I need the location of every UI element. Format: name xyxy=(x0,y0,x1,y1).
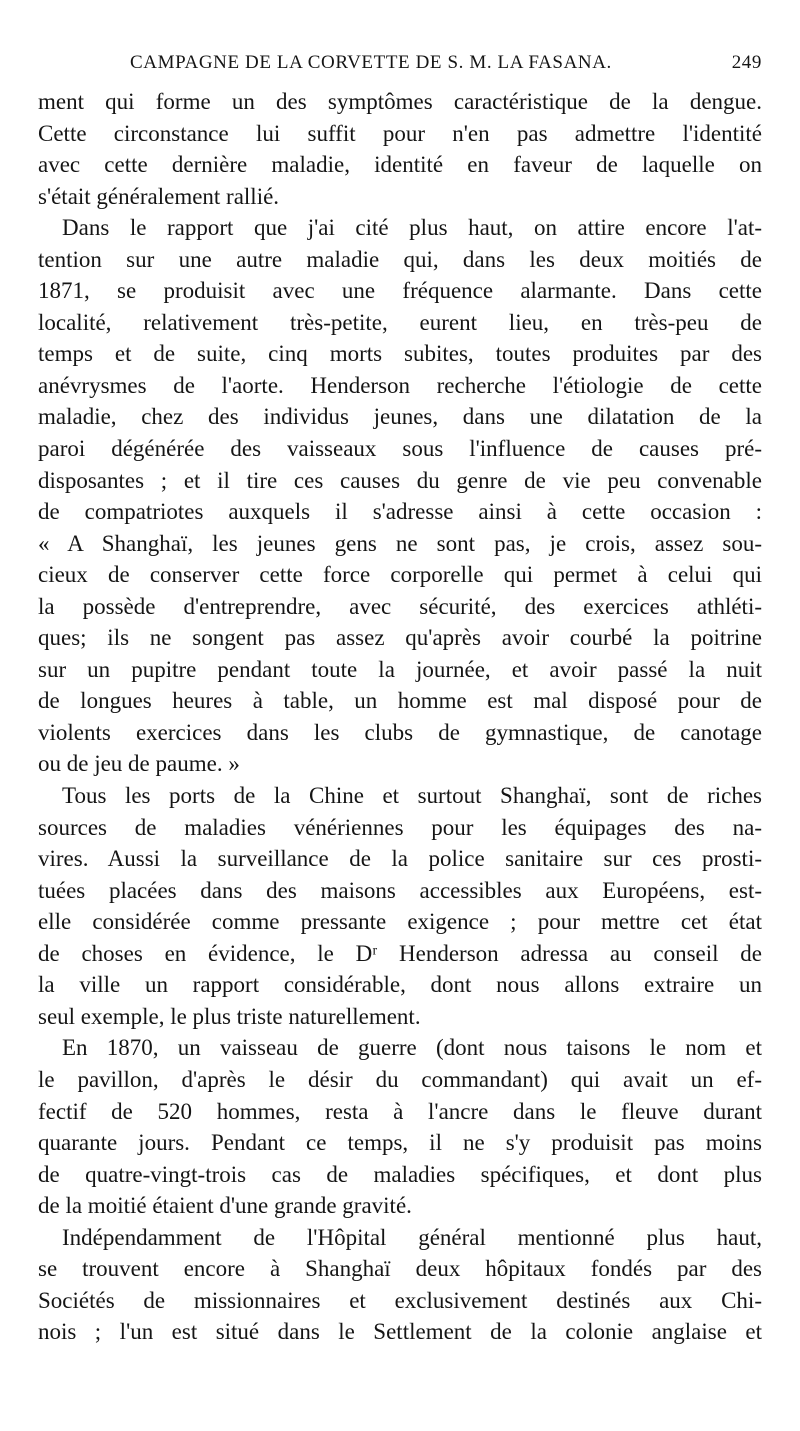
text-line: avec cette dernière maladie, identité en faveur de laquelle on xyxy=(38,152,762,178)
text-line: sources de maladies vénériennes pour les équipages des na- xyxy=(38,814,762,840)
text-line: localité, relativement très-petite, eurent lieu, en très-peu de xyxy=(38,309,762,335)
text-line: paroi dégénérée des vaisseaux sous l'influence de causes pré- xyxy=(38,436,762,462)
text-line: de longues heures à table, un homme est mal disposé pour de xyxy=(38,688,762,714)
running-title: CAMPAGNE DE LA CORVETTE DE S. M. LA FASANA. xyxy=(130,52,612,73)
body-text xyxy=(38,86,762,1348)
text-line: seul exemple, le plus triste naturellement. xyxy=(38,1003,421,1029)
text-line: Cette circonstance lui suffit pour n'en pas admettre l'identité xyxy=(38,120,762,146)
text-line: de quatre-vingt-trois cas de maladies spécifiques, et dont plus xyxy=(38,1161,762,1187)
text-line: fectif de 520 hommes, resta à l'ancre dans le fleuve durant xyxy=(38,1098,762,1124)
text-line: ques; ils ne songent pas assez qu'après avoir courbé la poitrine xyxy=(38,625,762,651)
text-line: cieux de conserver cette force corporelle qui permet à celui qui xyxy=(38,562,762,588)
text-line: violents exercices dans les clubs de gymnastique, de canotage xyxy=(38,719,762,745)
text-line: la ville un rapport considérable, dont nous allons extraire un xyxy=(38,972,762,998)
text-line: 1871, se produisit avec une fréquence alarmante. Dans cette xyxy=(38,278,762,304)
text-line: s'était généralement rallié. xyxy=(38,183,280,209)
text-line: nois ; l'un est situé dans le Settlement de la colonie anglaise et xyxy=(38,1319,762,1345)
text-line: ou de jeu de paume. » xyxy=(38,751,240,777)
text-line: disposantes ; et il tire ces causes du genre de vie peu convenable xyxy=(38,467,762,493)
text-line: En 1870, un vaisseau de guerre (dont nous taisons le nom et xyxy=(62,1035,762,1061)
text-line: de choses en évidence, le Dʳ Henderson adressa au conseil de xyxy=(38,940,762,966)
text-line: se trouvent encore à Shanghaï deux hôpitaux fondés par des xyxy=(38,1256,762,1282)
page-header xyxy=(38,52,762,82)
text-line: la possède d'entreprendre, avec sécurité, des exercices athléti- xyxy=(38,593,762,619)
text-line: « A Shanghaï, les jeunes gens ne sont pas, je crois, assez sou- xyxy=(38,530,762,556)
text-line: temps et de suite, cinq morts subites, toutes produites par des xyxy=(38,341,762,367)
text-line: Tous les ports de la Chine et surtout Shanghaï, sont de riches xyxy=(62,783,762,809)
text-line: tuées placées dans des maisons accessibles aux Européens, est- xyxy=(38,877,762,903)
text-line: le pavillon, d'après le désir du commandant) qui avait un ef- xyxy=(38,1066,762,1092)
text-line: elle considérée comme pressante exigence ; pour mettre cet état xyxy=(38,909,762,935)
text-line: de la moitié étaient d'une grande gravité. xyxy=(38,1193,412,1219)
text-line: Dans le rapport que j'ai cité plus haut, on attire encore l'at- xyxy=(62,215,762,241)
page-number: 249 xyxy=(731,52,762,73)
text-line: vires. Aussi la surveillance de la police sanitaire sur ces prosti- xyxy=(38,846,762,872)
text-line: Indépendamment de l'Hôpital général mentionné plus haut, xyxy=(62,1224,762,1250)
text-line: maladie, chez des individus jeunes, dans une dilatation de la xyxy=(38,404,762,430)
text-line: anévrysmes de l'aorte. Henderson recherche l'étiologie de cette xyxy=(38,372,762,398)
text-line: quarante jours. Pendant ce temps, il ne s'y produisit pas moins xyxy=(38,1130,762,1156)
text-line: de compatriotes auxquels il s'adresse ainsi à cette occasion : xyxy=(38,499,762,525)
text-line: tention sur une autre maladie qui, dans les deux moitiés de xyxy=(38,246,762,272)
text-line: Sociétés de missionnaires et exclusivement destinés aux Chi- xyxy=(38,1287,762,1313)
text-line: ment qui forme un des symptômes caractéristique de la dengue. xyxy=(38,89,762,114)
text-line: sur un pupitre pendant toute la journée, et avoir passé la nuit xyxy=(38,656,762,682)
